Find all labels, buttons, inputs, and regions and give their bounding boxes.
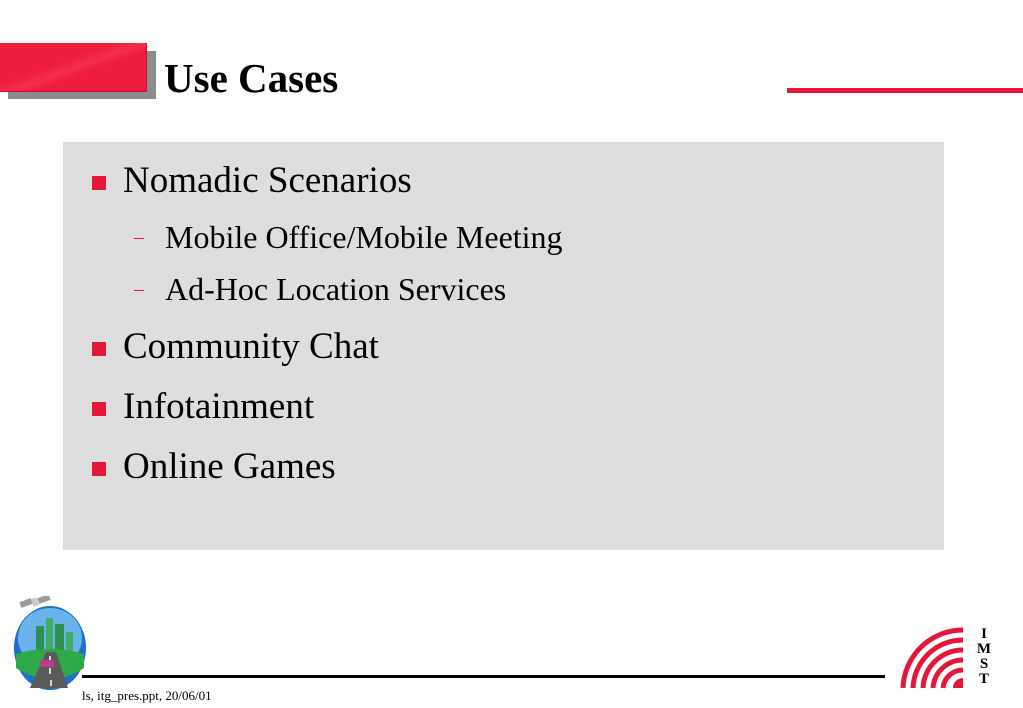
dash-icon: – (134, 226, 144, 248)
bullet-square-icon (92, 342, 106, 356)
content-panel (63, 142, 944, 550)
footer-text: ls, itg_pres.ppt, 20/06/01 (82, 688, 212, 703)
dash-icon: – (134, 278, 144, 300)
bullet-label: Nomadic Scenarios (123, 160, 412, 201)
bullet-square-icon (92, 176, 106, 190)
imst-logo-letters (973, 627, 995, 687)
bullet-label: Infotainment (123, 386, 315, 427)
sub-bullet-label: Mobile Office/Mobile Meeting (165, 219, 563, 255)
bullet-square-icon (92, 462, 106, 476)
slide-title: Use Cases (164, 55, 339, 101)
bullet-square-icon (92, 402, 106, 416)
bullet-label: Online Games (123, 446, 336, 487)
wineglass-logo-icon (10, 596, 90, 690)
title-accent-rule (787, 88, 1023, 93)
title-decoration-streak (0, 43, 146, 91)
imst-letter: M (976, 641, 992, 657)
bullet-label: Community Chat (123, 326, 379, 367)
sub-bullet-label: Ad-Hoc Location Services (165, 271, 507, 307)
footer-rule (82, 675, 885, 678)
imst-logo-icon (895, 624, 975, 690)
imst-letter: I (981, 626, 987, 642)
imst-letter: T (978, 671, 989, 687)
imst-letter: S (979, 656, 989, 672)
